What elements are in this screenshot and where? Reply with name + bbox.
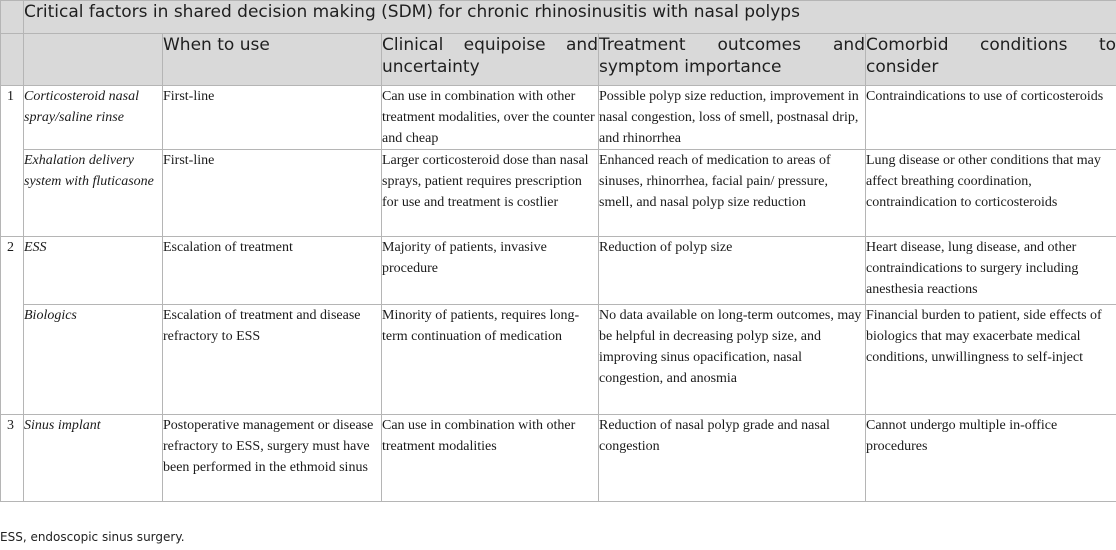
title-spacer-cell — [1, 1, 24, 34]
when-to-use-cell: Escalation of treatment — [163, 237, 382, 305]
table-row — [1, 415, 1116, 502]
outcomes-cell: Possible polyp size reduction, improvement in nasal congestion, loss of smell, postnasal drip, and rhinorrhea — [599, 86, 866, 150]
treatment-name: Exhalation delivery system with fluticasone — [24, 150, 163, 237]
treatment-name: Corticosteroid nasal spray/saline rinse — [24, 86, 163, 150]
comorbid-cell: Financial burden to patient, side effects of biologics that may exacerbate medical conditions, unwillingness to self-inject — [866, 305, 1116, 415]
when-to-use-cell: First-line — [163, 86, 382, 150]
treatment-name: ESS — [24, 237, 163, 305]
equipoise-cell: Can use in combination with other treatment modalities — [382, 415, 599, 502]
table-title-row — [1, 1, 1116, 34]
table-footnote: ESS, endoscopic sinus surgery. — [0, 530, 185, 544]
when-to-use-cell: Escalation of treatment and disease refractory to ESS — [163, 305, 382, 415]
equipoise-cell: Majority of patients, invasive procedure — [382, 237, 599, 305]
header-cell-group — [1, 34, 24, 86]
when-to-use-cell: Postoperative management or disease refractory to ESS, surgery must have been performed in the ethmoid sinus — [163, 415, 382, 502]
treatment-name: Biologics — [24, 305, 163, 415]
comorbid-cell: Cannot undergo multiple in-office procedures — [866, 415, 1116, 502]
outcomes-cell: No data available on long-term outcomes, may be helpful in decreasing polyp size, and improving sinus opacification, nasal congestion, and anosmia — [599, 305, 866, 415]
header-cell-when-to-use: When to use — [163, 34, 382, 86]
table-row — [1, 150, 1116, 237]
equipoise-cell: Minority of patients, requires long-term continuation of medication — [382, 305, 599, 415]
comorbid-cell: Lung disease or other conditions that may affect breathing coordination, contraindication to corticosteroids — [866, 150, 1116, 237]
header-cell-treatment — [24, 34, 163, 86]
treatment-name: Sinus implant — [24, 415, 163, 502]
group-number: 3 — [1, 415, 24, 502]
table-row — [1, 305, 1116, 415]
table-row — [1, 237, 1116, 305]
equipoise-cell: Larger corticosteroid dose than nasal sprays, patient requires prescription for use and treatment is costlier — [382, 150, 599, 237]
outcomes-cell: Enhanced reach of medication to areas of sinuses, rhinorrhea, facial pain/ pressure, smell, and nasal polyp size reduction — [599, 150, 866, 237]
group-number: 1 — [1, 86, 24, 237]
comorbid-cell: Heart disease, lung disease, and other contraindications to surgery including anesthesia reactions — [866, 237, 1116, 305]
header-cell-equipoise: Clinical equipoise and uncertainty — [382, 34, 599, 86]
group-number: 2 — [1, 237, 24, 415]
outcomes-cell: Reduction of nasal polyp grade and nasal congestion — [599, 415, 866, 502]
table-title: Critical factors in shared decision making (SDM) for chronic rhinosinusitis with nasal polyps — [24, 1, 1116, 34]
header-cell-outcomes: Treatment outcomes and symptom importance — [599, 34, 866, 86]
table-header-row — [1, 34, 1116, 86]
table-row — [1, 86, 1116, 150]
when-to-use-cell: First-line — [163, 150, 382, 237]
equipoise-cell: Can use in combination with other treatment modalities, over the counter and cheap — [382, 86, 599, 150]
header-cell-comorbid: Comorbid conditions to consider — [866, 34, 1116, 86]
comorbid-cell: Contraindications to use of corticosteroids — [866, 86, 1116, 150]
outcomes-cell: Reduction of polyp size — [599, 237, 866, 305]
